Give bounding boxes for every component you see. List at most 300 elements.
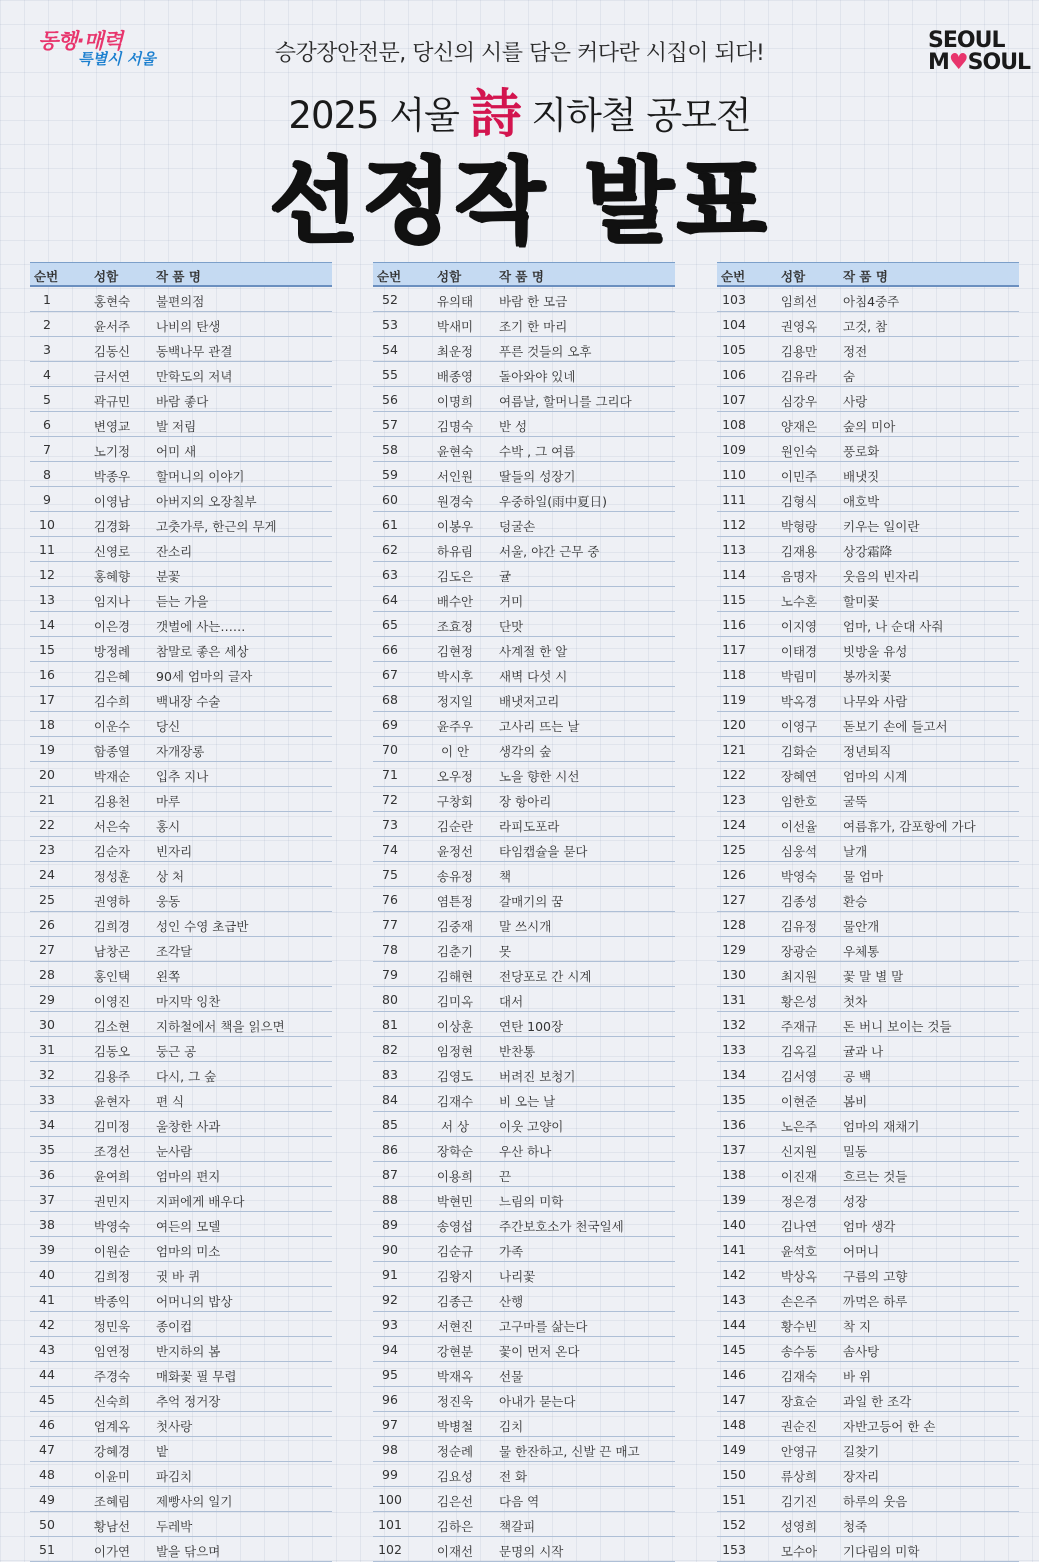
entry-number: 81 <box>382 1017 398 1032</box>
entry-number: 126 <box>722 867 746 882</box>
entry-author: 신지원 <box>780 1144 818 1159</box>
entry-author: 김동오 <box>93 1044 131 1059</box>
entry-number: 34 <box>39 1117 55 1132</box>
entry-title: 전 화 <box>499 1469 528 1484</box>
table-row <box>30 1362 332 1387</box>
entry-author: 윤현숙 <box>436 444 474 459</box>
entry-title: 공 백 <box>843 1069 872 1084</box>
entry-title: 못 <box>499 944 512 959</box>
entry-author: 박종익 <box>93 1294 131 1309</box>
entry-title: 나무와 사람 <box>843 694 908 709</box>
header-title: 작 품 명 <box>843 269 888 284</box>
entry-number: 41 <box>39 1292 55 1307</box>
entry-number: 1 <box>43 292 51 307</box>
entry-author: 조경선 <box>93 1144 131 1159</box>
table-row <box>717 587 1019 612</box>
entry-author: 김서영 <box>780 1069 818 1084</box>
entry-author: 김명숙 <box>436 419 474 434</box>
entry-number: 38 <box>39 1217 55 1232</box>
table-row <box>373 587 675 612</box>
entry-title: 느림의 미학 <box>499 1194 564 1209</box>
entry-number: 53 <box>382 317 398 332</box>
entry-number: 14 <box>39 617 55 632</box>
entry-number: 71 <box>382 767 398 782</box>
entry-number: 29 <box>39 992 55 1007</box>
entry-title: 고춧가루, 한근의 무게 <box>156 519 277 534</box>
entry-number: 92 <box>382 1292 398 1307</box>
entry-author: 김춘기 <box>436 944 474 959</box>
table-row <box>30 912 332 937</box>
entry-title: 키우는 일이란 <box>843 519 920 534</box>
entry-title: 엄마의 시계 <box>843 769 908 784</box>
entry-title: 홍시 <box>156 819 181 834</box>
entry-title: 백내장 수술 <box>156 694 221 709</box>
entry-number: 8 <box>43 467 51 482</box>
entry-number: 113 <box>722 542 746 557</box>
header-title: 작 품 명 <box>499 269 544 284</box>
entry-number: 7 <box>43 442 51 457</box>
entry-number: 17 <box>39 692 55 707</box>
entry-author: 방정례 <box>93 644 131 659</box>
entry-title: 눈사람 <box>156 1144 193 1159</box>
entry-title: 성인 수영 초급반 <box>156 919 249 934</box>
entry-author: 이은경 <box>93 619 131 634</box>
entry-author: 배수안 <box>436 594 474 609</box>
entry-title: 길찾기 <box>843 1444 880 1459</box>
entry-title: 단맛 <box>499 619 524 634</box>
entry-title: 라피도포라 <box>499 819 560 834</box>
table-row <box>373 1037 675 1062</box>
table-row <box>717 1337 1019 1362</box>
table-row <box>373 962 675 987</box>
entry-title: 밀동 <box>843 1144 868 1159</box>
entry-title: 꽃이 먼저 온다 <box>499 1344 580 1359</box>
entry-author: 주재규 <box>780 1019 818 1034</box>
entry-author: 서현진 <box>436 1319 474 1334</box>
headline-pre: 2025 서울 <box>288 94 459 137</box>
entry-title: 꽃 말 별 말 <box>843 969 904 984</box>
table-row <box>30 1187 332 1212</box>
entry-number: 42 <box>39 1317 55 1332</box>
table-row <box>717 612 1019 637</box>
entry-number: 133 <box>722 1042 746 1057</box>
entry-author: 김기진 <box>780 1494 818 1509</box>
entry-author: 장효순 <box>780 1394 818 1409</box>
entry-title: 풍로화 <box>843 444 880 459</box>
table-row <box>717 1137 1019 1162</box>
entry-title: 첫차 <box>843 994 868 1009</box>
entry-title: 우산 하나 <box>499 1144 552 1159</box>
entry-number: 52 <box>382 292 398 307</box>
table-row <box>717 687 1019 712</box>
entry-author: 박재옥 <box>436 1369 474 1384</box>
entry-author: 박종우 <box>93 469 131 484</box>
entry-author: 이용희 <box>436 1169 474 1184</box>
entry-author: 윤현자 <box>93 1094 131 1109</box>
entry-author: 황수빈 <box>780 1319 818 1334</box>
entry-author: 홍현숙 <box>93 294 131 309</box>
entry-number: 78 <box>382 942 398 957</box>
entry-title: 동백나무 관결 <box>156 344 233 359</box>
entry-author: 김은선 <box>436 1494 474 1509</box>
entry-author: 김형식 <box>780 494 818 509</box>
table-row <box>717 637 1019 662</box>
entry-author: 김용주 <box>93 1069 131 1084</box>
entry-title: 김치 <box>499 1419 524 1434</box>
entry-number: 80 <box>382 992 398 1007</box>
entry-number: 12 <box>39 567 55 582</box>
table-row <box>717 1462 1019 1487</box>
entry-number: 117 <box>722 642 746 657</box>
entry-title: 파김치 <box>156 1469 193 1484</box>
entry-number: 61 <box>382 517 398 532</box>
entry-author: 권영옥 <box>780 319 818 334</box>
entry-number: 127 <box>722 892 746 907</box>
entry-author: 김재수 <box>436 1094 474 1109</box>
entry-author: 배종영 <box>436 369 474 384</box>
table-row <box>717 812 1019 837</box>
entry-number: 90 <box>382 1242 398 1257</box>
entry-title: 상강霜降 <box>843 544 893 559</box>
table-row <box>717 737 1019 762</box>
entry-number: 62 <box>382 542 398 557</box>
entry-number: 94 <box>382 1342 398 1357</box>
winners-column-3 <box>717 262 1019 1562</box>
table-row <box>717 1087 1019 1112</box>
page-title: 선정작 발표 <box>269 148 770 255</box>
table-row <box>30 937 332 962</box>
entry-title: 엄마의 편지 <box>156 1169 221 1184</box>
entry-author: 노기정 <box>93 444 131 459</box>
table-row <box>373 1112 675 1137</box>
entry-number: 64 <box>382 592 398 607</box>
entry-number: 143 <box>722 1292 746 1307</box>
entry-number: 79 <box>382 967 398 982</box>
entry-title: 두레박 <box>156 1519 193 1534</box>
entry-author: 박림미 <box>780 669 818 684</box>
entry-title: 분꽃 <box>156 569 181 584</box>
entry-title: 조각달 <box>156 944 193 959</box>
entry-title: 첫사랑 <box>156 1419 193 1434</box>
entry-title: 착 지 <box>843 1319 872 1334</box>
entry-title: 굴뚝 <box>843 794 868 809</box>
table-row <box>373 762 675 787</box>
entry-author: 홍혜향 <box>93 569 131 584</box>
entry-title: 덩굴손 <box>499 519 536 534</box>
entry-author: 황은성 <box>780 994 818 1009</box>
entry-number: 69 <box>382 717 398 732</box>
entry-number: 112 <box>722 517 746 532</box>
entry-number: 93 <box>382 1317 398 1332</box>
entry-author: 심웅석 <box>780 844 818 859</box>
entry-title: 돋보기 손에 들고서 <box>843 719 948 734</box>
table-row <box>717 1037 1019 1062</box>
entry-number: 77 <box>382 917 398 932</box>
entry-number: 70 <box>382 742 398 757</box>
table-row <box>717 662 1019 687</box>
table-row <box>717 937 1019 962</box>
entry-title: 이웃 고양이 <box>499 1119 564 1134</box>
table-row <box>30 1087 332 1112</box>
entry-number: 30 <box>39 1017 55 1032</box>
entry-author: 원인숙 <box>780 444 818 459</box>
entry-author: 박새미 <box>436 319 474 334</box>
entry-author: 구창회 <box>436 794 474 809</box>
table-row <box>717 1112 1019 1137</box>
entry-title: 애호박 <box>843 494 880 509</box>
entry-number: 60 <box>382 492 398 507</box>
entry-title: 밭 <box>156 1444 169 1459</box>
entry-number: 130 <box>722 967 746 982</box>
entry-author: 김해현 <box>436 969 474 984</box>
entry-author: 이윤미 <box>93 1469 131 1484</box>
logo-right-line1: SEOUL <box>928 28 1005 53</box>
entry-title: 할머니의 이야기 <box>156 469 245 484</box>
entry-author: 김미정 <box>93 1119 131 1134</box>
entry-author: 임연정 <box>93 1344 131 1359</box>
entry-number: 142 <box>722 1267 746 1282</box>
entry-author: 김중재 <box>436 919 474 934</box>
entry-title: 귓 바 퀴 <box>156 1269 201 1284</box>
entry-title: 장자리 <box>843 1469 880 1484</box>
entry-author: 김희정 <box>93 1269 131 1284</box>
entry-title: 다시, 그 숲 <box>156 1069 217 1084</box>
entry-title: 참말로 좋은 세상 <box>156 644 249 659</box>
table-row <box>373 1262 675 1287</box>
table-row <box>373 812 675 837</box>
table-row <box>30 962 332 987</box>
entry-number: 131 <box>722 992 746 1007</box>
table-row <box>373 837 675 862</box>
entry-title: 우체통 <box>843 944 880 959</box>
entry-title: 돈 버니 보이는 것들 <box>843 1019 952 1034</box>
entry-author: 윤여희 <box>93 1169 131 1184</box>
entry-number: 28 <box>39 967 55 982</box>
table-row <box>373 487 675 512</box>
table-row <box>373 612 675 637</box>
entry-number: 153 <box>722 1542 746 1557</box>
entry-number: 58 <box>382 442 398 457</box>
entry-author: 김종성 <box>780 894 818 909</box>
entry-number: 32 <box>39 1067 55 1082</box>
table-row <box>30 837 332 862</box>
entry-title: 가족 <box>499 1244 524 1259</box>
table-row <box>30 412 332 437</box>
table-row <box>373 412 675 437</box>
tagline: 승강장안전문, 당신의 시를 담은 커다란 시집이 되다! <box>274 41 765 66</box>
table-row <box>717 1212 1019 1237</box>
entry-number: 24 <box>39 867 55 882</box>
table-row <box>717 487 1019 512</box>
entry-author: 서인원 <box>436 469 474 484</box>
entry-author: 정지일 <box>436 694 474 709</box>
entry-number: 31 <box>39 1042 55 1057</box>
entry-author: 이지영 <box>780 619 818 634</box>
entry-number: 49 <box>39 1492 55 1507</box>
entry-number: 141 <box>722 1242 746 1257</box>
entry-author: 김희경 <box>93 919 131 934</box>
table-row <box>373 737 675 762</box>
table-row <box>30 712 332 737</box>
entry-number: 87 <box>382 1167 398 1182</box>
entry-title: 우중하일(雨中夏日) <box>499 494 608 509</box>
table-row <box>30 1412 332 1437</box>
entry-number: 134 <box>722 1067 746 1082</box>
table-row <box>30 487 332 512</box>
entry-number: 103 <box>722 292 746 307</box>
entry-author: 김요성 <box>436 1469 474 1484</box>
table-row <box>30 537 332 562</box>
logo-right-soul: SOUL <box>967 50 1031 75</box>
entry-title: 불편의점 <box>156 294 205 309</box>
table-row <box>717 1487 1019 1512</box>
table-row <box>717 412 1019 437</box>
entry-title: 귤과 나 <box>843 1044 884 1059</box>
entry-author: 김용천 <box>93 794 131 809</box>
table-row <box>373 687 675 712</box>
entry-number: 6 <box>43 417 51 432</box>
entry-number: 20 <box>39 767 55 782</box>
table-row <box>373 1062 675 1087</box>
table-row <box>373 1537 675 1562</box>
entry-title: 웃음의 빈자리 <box>843 569 920 584</box>
entry-title: 고구마를 삶는다 <box>499 1319 588 1334</box>
entry-title: 전당포로 간 시계 <box>499 969 592 984</box>
entry-title: 서울, 야간 근무 중 <box>499 544 600 559</box>
entry-author: 임희선 <box>780 294 818 309</box>
table-row <box>373 662 675 687</box>
entry-number: 2 <box>43 317 51 332</box>
entry-title: 울창한 사과 <box>156 1119 221 1134</box>
table-row <box>717 362 1019 387</box>
table-row <box>30 1112 332 1137</box>
entry-title: 아침4중주 <box>843 294 900 309</box>
entry-number: 35 <box>39 1142 55 1157</box>
header-title: 작 품 명 <box>156 269 201 284</box>
table-row <box>373 312 675 337</box>
entry-title: 책갈피 <box>499 1519 536 1534</box>
entry-author: 함종열 <box>93 744 131 759</box>
entry-number: 37 <box>39 1192 55 1207</box>
entry-title: 만학도의 저녁 <box>156 369 233 384</box>
entry-number: 68 <box>382 692 398 707</box>
table-row <box>30 737 332 762</box>
entry-number: 26 <box>39 917 55 932</box>
entry-title: 종이컵 <box>156 1319 193 1334</box>
entry-number: 57 <box>382 417 398 432</box>
entry-number: 104 <box>722 317 746 332</box>
table-row <box>30 1012 332 1037</box>
entry-number: 48 <box>39 1467 55 1482</box>
table-row <box>717 1237 1019 1262</box>
winners-column-2 <box>373 262 675 1562</box>
entry-number: 9 <box>43 492 51 507</box>
entry-number: 59 <box>382 467 398 482</box>
table-row <box>30 312 332 337</box>
table-row <box>717 987 1019 1012</box>
entry-title: 하루의 웃음 <box>843 1494 908 1509</box>
entry-title: 고사리 뜨는 날 <box>499 719 580 734</box>
table-row <box>373 862 675 887</box>
entry-number: 33 <box>39 1092 55 1107</box>
logo-right-m: M <box>928 50 949 75</box>
entry-author: 김하은 <box>436 1519 474 1534</box>
entry-title: 숨 <box>843 369 856 384</box>
entry-author: 이상훈 <box>436 1019 474 1034</box>
entry-author: 조효정 <box>436 619 474 634</box>
table-row <box>717 1537 1019 1562</box>
table-row <box>717 462 1019 487</box>
table-row <box>717 837 1019 862</box>
table-row <box>30 1287 332 1312</box>
table-row <box>717 1362 1019 1387</box>
entry-author: 심강우 <box>780 394 818 409</box>
table-row <box>717 1437 1019 1462</box>
entry-author: 윤서주 <box>93 319 131 334</box>
entry-number: 82 <box>382 1042 398 1057</box>
entry-number: 147 <box>722 1392 746 1407</box>
table-row <box>373 1437 675 1462</box>
entry-number: 116 <box>722 617 746 632</box>
entry-title: 웅동 <box>156 894 181 909</box>
table-row <box>373 637 675 662</box>
entry-author: 김순란 <box>436 819 474 834</box>
table-row <box>30 1137 332 1162</box>
table-row <box>30 637 332 662</box>
entry-author: 김경화 <box>93 519 131 534</box>
table-row <box>30 762 332 787</box>
entry-author: 이태경 <box>780 644 818 659</box>
entry-author: 이영구 <box>780 719 818 734</box>
entry-number: 102 <box>378 1542 402 1557</box>
entry-number: 25 <box>39 892 55 907</box>
entry-author: 유의태 <box>436 294 474 309</box>
entry-number: 119 <box>722 692 746 707</box>
entry-author: 송영섭 <box>436 1219 474 1234</box>
table-row <box>373 712 675 737</box>
entry-title: 제빵사의 일기 <box>156 1494 233 1509</box>
entry-title: 문명의 시작 <box>499 1544 564 1559</box>
entry-title: 매화꽃 필 무렵 <box>156 1369 237 1384</box>
entry-title: 어머니의 밥상 <box>156 1294 233 1309</box>
entry-number: 99 <box>382 1467 398 1482</box>
entry-title: 정년퇴직 <box>843 744 892 759</box>
entry-title: 자반고등어 한 손 <box>843 1419 936 1434</box>
table-row <box>717 787 1019 812</box>
entry-title: 봉까치꽃 <box>843 669 892 684</box>
entry-author: 곽규민 <box>93 394 131 409</box>
entry-title: 흐르는 것들 <box>843 1169 908 1184</box>
table-row <box>717 1262 1019 1287</box>
entry-author: 김화순 <box>780 744 818 759</box>
entry-title: 연탄 100장 <box>499 1019 564 1034</box>
entry-number: 86 <box>382 1142 398 1157</box>
entry-title: 딸들의 성장기 <box>499 469 576 484</box>
entry-number: 89 <box>382 1217 398 1232</box>
entry-author: 정진욱 <box>436 1394 474 1409</box>
table-row <box>373 1337 675 1362</box>
entry-number: 47 <box>39 1442 55 1457</box>
entry-number: 66 <box>382 642 398 657</box>
entry-number: 136 <box>722 1117 746 1132</box>
entry-author: 송유정 <box>436 869 474 884</box>
table-row <box>717 912 1019 937</box>
logo-left-line1: 동행·매력 <box>38 29 123 53</box>
table-row <box>373 1187 675 1212</box>
table-header <box>717 262 1019 287</box>
entry-title: 귤 <box>499 569 512 584</box>
table-row <box>30 1437 332 1462</box>
